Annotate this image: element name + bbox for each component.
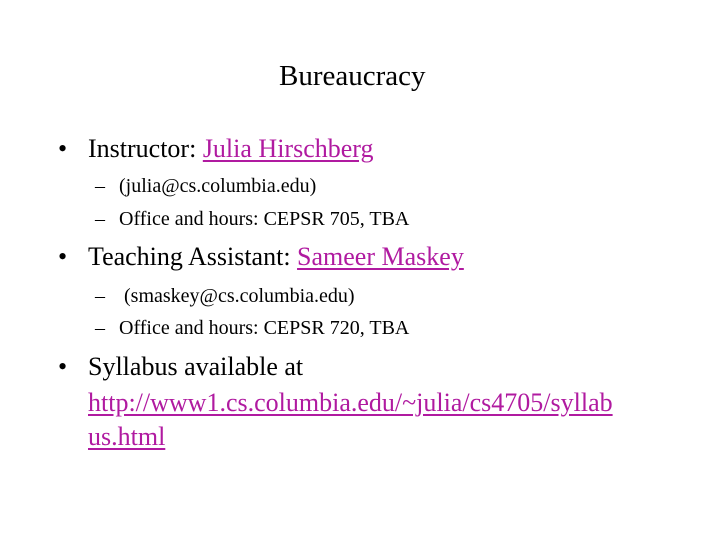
syllabus-label: Syllabus available at <box>88 352 304 381</box>
sub-text: (julia@cs.columbia.edu) <box>119 175 317 197</box>
ta-email <box>95 283 355 309</box>
bullet-dot: • <box>58 352 68 381</box>
bullet-dot: • <box>58 242 68 271</box>
sub-text: Office and hours: CEPSR 705, TBA <box>119 208 410 230</box>
bullet-text <box>88 133 373 165</box>
sub-dash: – <box>95 208 105 230</box>
syllabus-link-line1[interactable] <box>88 387 613 419</box>
ta-name-link[interactable]: Sameer Maskey <box>297 242 464 271</box>
sub-dash: – <box>95 285 105 307</box>
instructor-office <box>95 206 409 232</box>
syllabus-link-text[interactable]: us.html <box>88 422 166 451</box>
sub-dash: – <box>95 317 105 339</box>
sub-dash: – <box>95 175 105 197</box>
slide-title: Bureaucracy <box>279 60 426 92</box>
instructor-name-link[interactable]: Julia Hirschberg <box>202 134 374 163</box>
instructor-label: Instructor: <box>88 134 203 163</box>
syllabus-link-line2[interactable] <box>88 421 165 453</box>
sub-text: Office and hours: CEPSR 720, TBA <box>119 317 410 339</box>
bullet-text <box>88 241 464 273</box>
instructor-email <box>95 173 316 199</box>
sub-text: (smaskey@cs.columbia.edu) <box>119 285 355 307</box>
syllabus-link-text[interactable]: http://www1.cs.columbia.edu/~julia/cs4705/syllab <box>88 388 613 417</box>
bullet-dot: • <box>58 134 68 163</box>
ta-label: Teaching Assistant: <box>88 242 298 271</box>
ta-office <box>95 315 409 341</box>
